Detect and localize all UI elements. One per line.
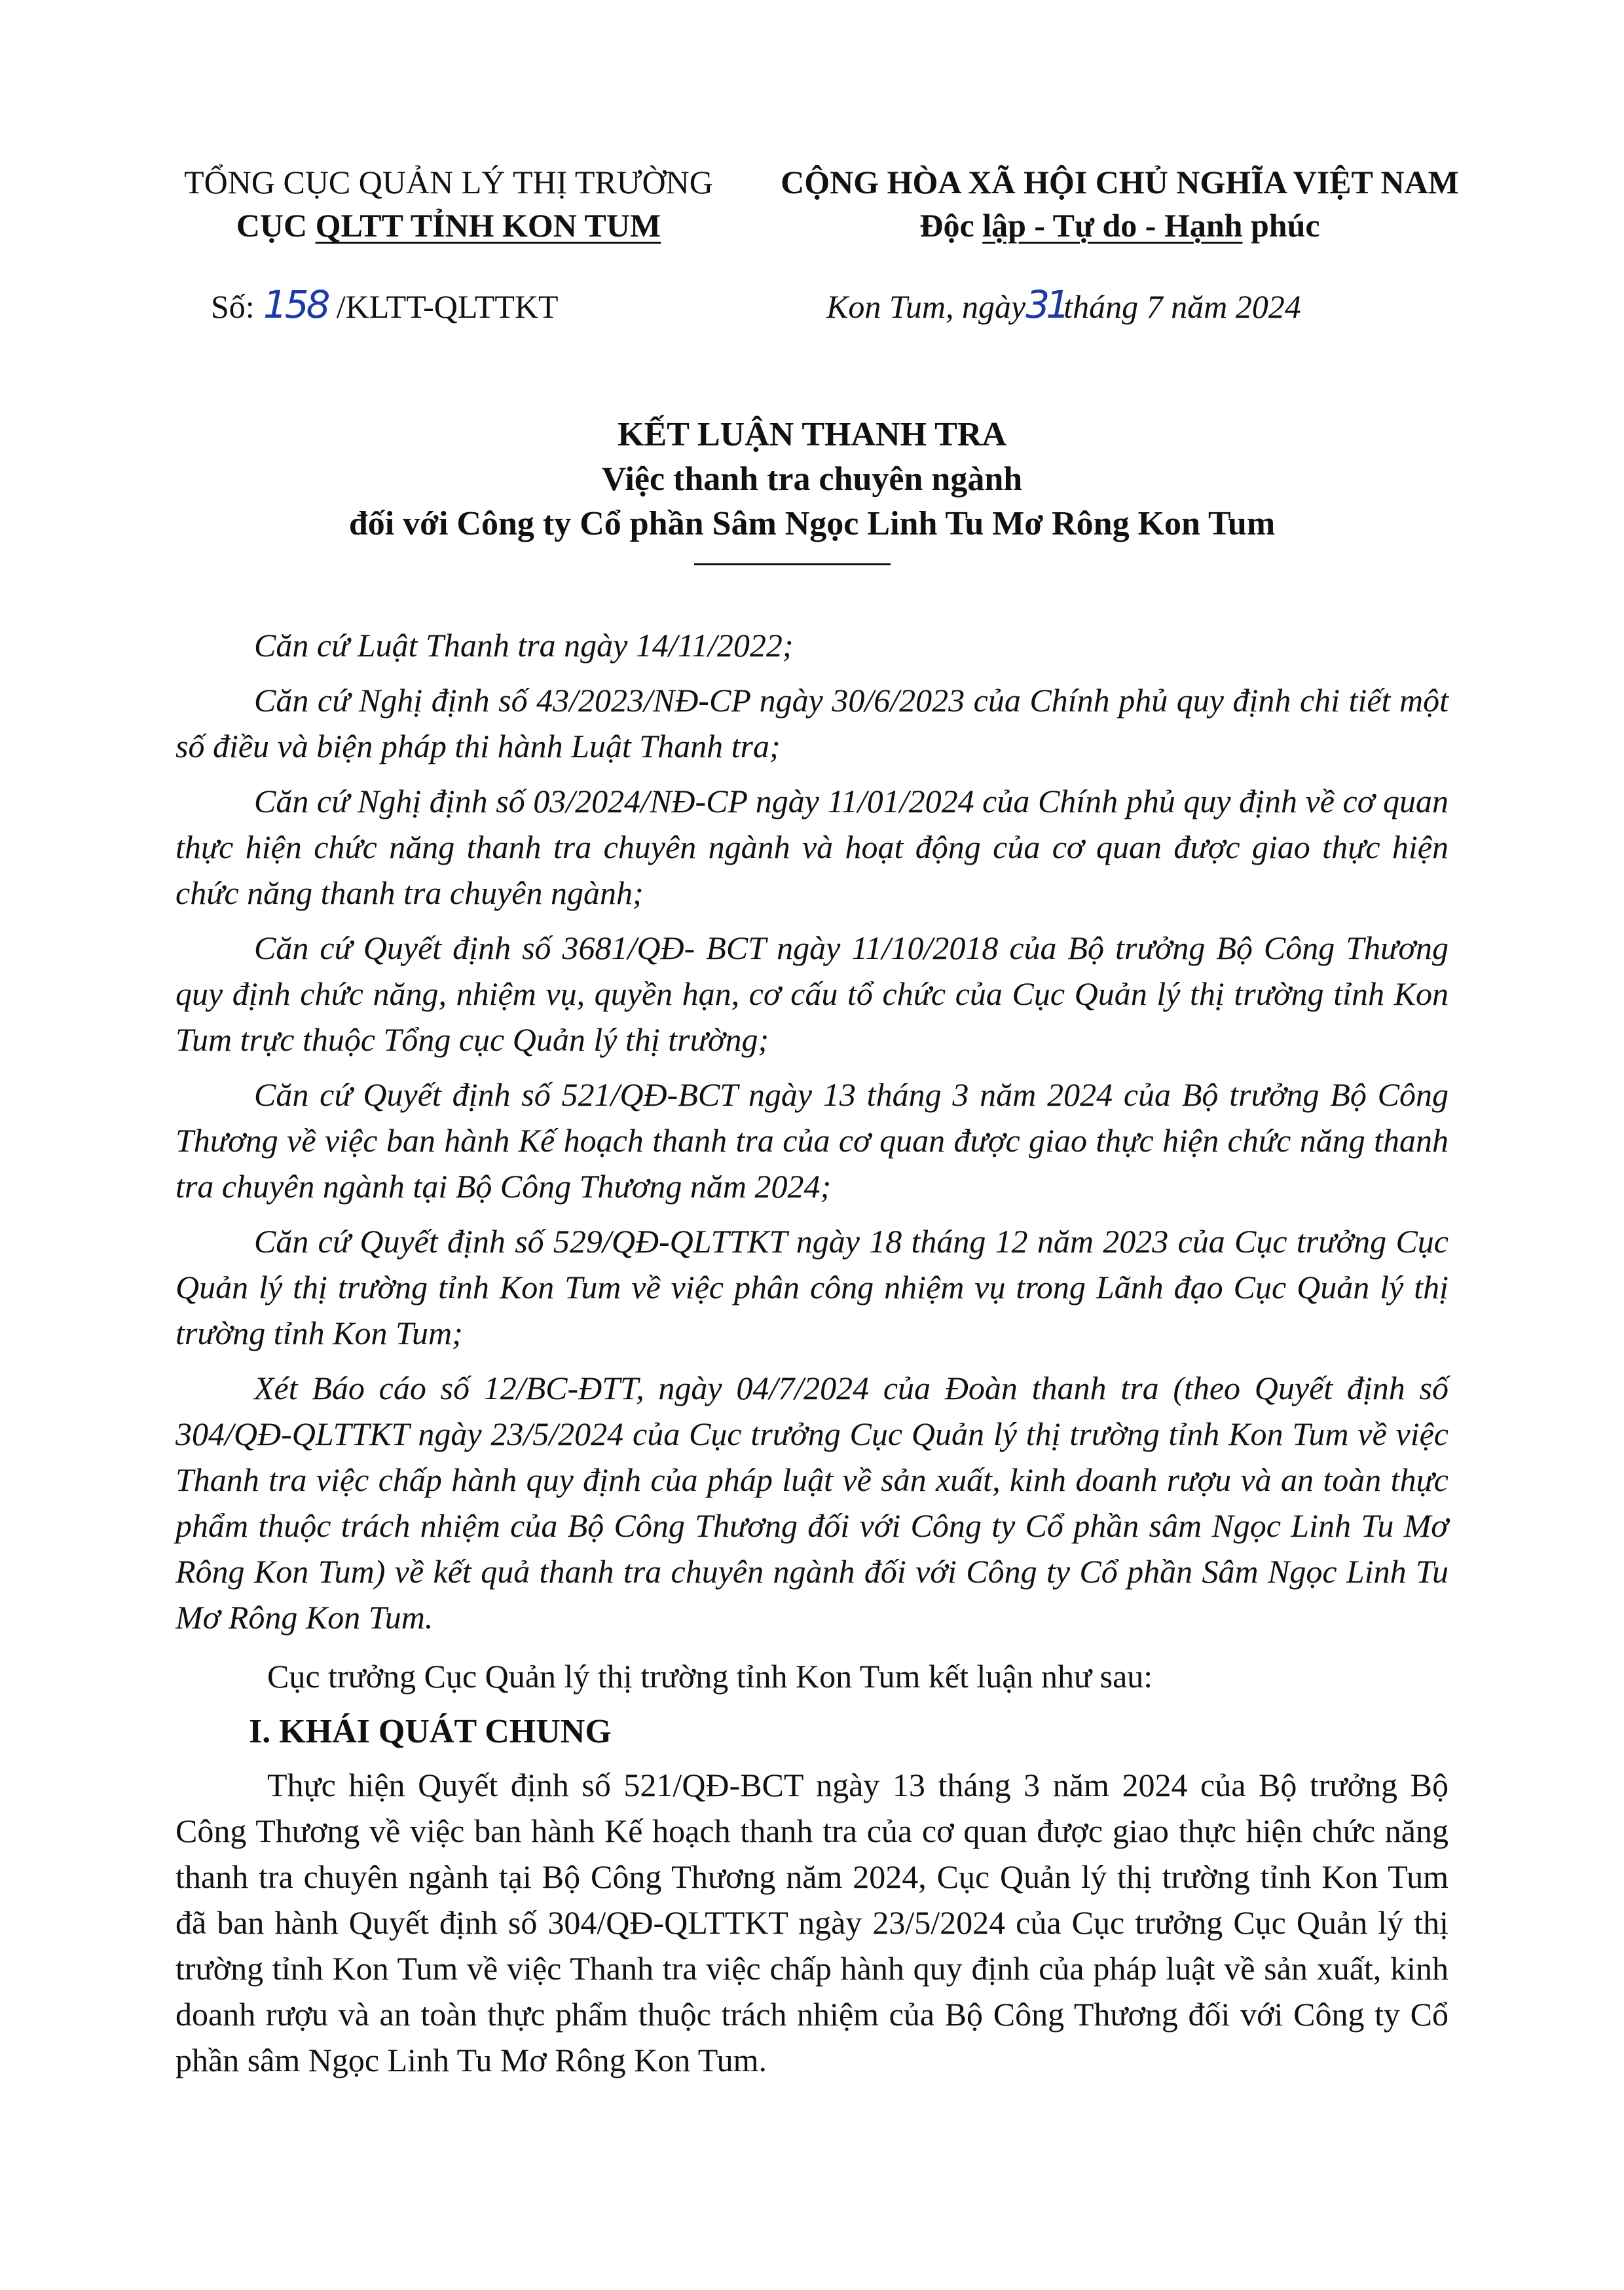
ground-2: Căn cứ Nghị định số 43/2023/NĐ-CP ngày 30/6/2023 của Chính phủ quy định chi tiết một số điều và biện pháp thi hành Luật Thanh tra; [175, 682, 1449, 764]
title-line-3: đối với Công ty Cổ phần Sâm Ngọc Linh Tu Mơ Rông Kon Tum [348, 505, 1276, 542]
national-motto: Độc lập - Tự do - Hạnh phúc [919, 207, 1320, 244]
national-heading-block [773, 160, 1467, 247]
place-and-date: Kon Tum, ngày31tháng 7 năm 2024 [826, 282, 1301, 327]
title-line-2: Việc thanh tra chuyên ngành [601, 460, 1023, 498]
handwritten-number: 158 [263, 282, 328, 327]
ground-5: Căn cứ Quyết định số 521/QĐ-BCT ngày 13 tháng 3 năm 2024 của Bộ trưởng Bộ Công Thương về việc ban hành Kế hoạch thanh tra của cơ quan được giao thực hiện chức năng thanh tra chuyên ngành tại Bộ Công Thương năm 2024; [175, 1076, 1449, 1205]
ground-6: Căn cứ Quyết định số 529/QĐ-QLTTKT ngày 18 tháng 12 năm 2023 của Cục trưởng Cục Quản lý thị trường tỉnh Kon Tum về việc phân công nhiệm vụ trong Lãnh đạo Cục Quản lý thị trường tỉnh Kon Tum; [175, 1223, 1449, 1351]
conclusion-intro: Cục trưởng Cục Quản lý thị trường tỉnh Kon Tum kết luận như sau: [267, 1658, 1153, 1695]
title-divider [694, 563, 891, 565]
document-number: Số: 158 /KLTT-QLTTKT [211, 282, 559, 327]
country-name: CỘNG HÒA XÃ HỘI CHỦ NGHĨA VIỆT NAM [781, 164, 1459, 200]
ground-7: Xét Báo cáo số 12/BC-ĐTT, ngày 04/7/2024 của Đoàn thanh tra (theo Quyết định số 304/QĐ-QLTTKT ngày 23/5/2024 của Cục trưởng Cục Quản lý thị trường tỉnh Kon Tum về việc Thanh tra việc chấp hành quy định của pháp luật về sản xuất, kinh doanh rượu và an toàn thực phẩm thuộc trách nhiệm của Bộ Công Thương đối với Công ty Cổ phần sâm Ngọc Linh Tu Mơ Rông Kon Tum) về kết quả thanh tra chuyên ngành đối với Công ty Cổ phần Sâm Ngọc Linh Tu Mơ Rông Kon Tum. [175, 1370, 1449, 1636]
document-body [175, 622, 1449, 2092]
ground-3: Căn cứ Nghị định số 03/2024/NĐ-CP ngày 11/01/2024 của Chính phủ quy định về cơ quan thực hiện chức năng thanh tra chuyên ngành và hoạt động của cơ quan được giao thực hiện chức năng thanh tra chuyên ngành; [175, 783, 1449, 911]
title-line-1: KẾT LUẬN THANH TRA [618, 416, 1006, 453]
ground-4: Căn cứ Quyết định số 3681/QĐ- BCT ngày 11/10/2018 của Bộ trưởng Bộ Công Thương quy định chức năng, nhiệm vụ, quyền hạn, cơ cấu tổ chức của Cục Quản lý thị trường tỉnh Kon Tum trực thuộc Tổng cục Quản lý thị trường; [175, 929, 1449, 1058]
document-title [157, 413, 1467, 546]
section-1-paragraph: Thực hiện Quyết định số 521/QĐ-BCT ngày 13 tháng 3 năm 2024 của Bộ trưởng Bộ Công Thương về việc ban hành Kế hoạch thanh tra của cơ quan được giao thực hiện chức năng thanh tra chuyên ngành tại Bộ Công Thương năm 2024, Cục Quản lý thị trường tỉnh Kon Tum đã ban hành Quyết định số 304/QĐ-QLTTKT ngày 23/5/2024 của Cục trưởng Cục Quản lý thị trường tỉnh Kon Tum về việc Thanh tra việc chấp hành quy định của pháp luật về sản xuất, kinh doanh rượu và an toàn thực phẩm thuộc trách nhiệm của Bộ Công Thương đối với Công ty Cổ phần sâm Ngọc Linh Tu Mơ Rông Kon Tum. [175, 1767, 1449, 2078]
handwritten-day: 31 [1025, 282, 1067, 327]
parent-agency: TỔNG CỤC QUẢN LÝ THỊ TRƯỜNG [184, 164, 713, 200]
ground-1: Căn cứ Luật Thanh tra ngày 14/11/2022; [254, 627, 794, 664]
section-1-heading: I. KHÁI QUÁT CHUNG [249, 1713, 612, 1750]
issuing-agency-block [154, 160, 743, 247]
issuing-agency: CỤC QLTT TỈNH KON TUM [236, 207, 661, 244]
